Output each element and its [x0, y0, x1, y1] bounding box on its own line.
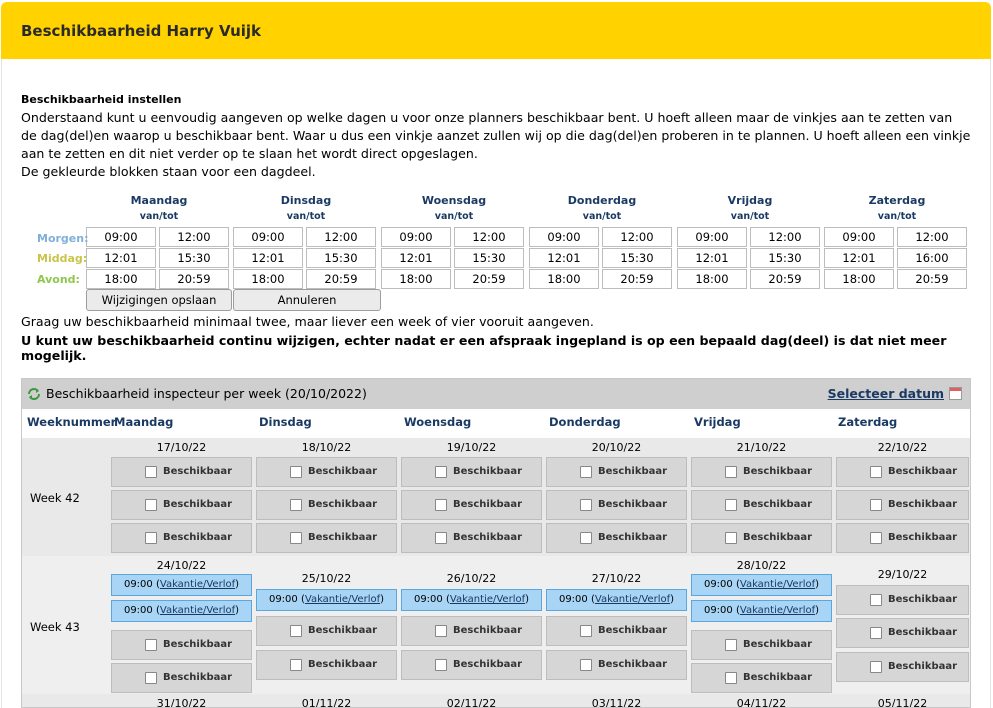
note-warning: U kunt uw beschikbaarheid continu wijzigen, echter nadat er een afspraak ingepland is op een bepaald dag(deel) is dat niet meer mogelijk.	[21, 333, 947, 363]
availability-checkbox[interactable]	[435, 625, 447, 637]
vacation-link[interactable]: Vakantie/Verlof	[739, 605, 816, 616]
availability-slot[interactable]	[546, 490, 687, 520]
select-date-link[interactable]: Selecteer datum	[827, 386, 944, 401]
page-header	[1, 2, 991, 59]
column-header: Weeknummer	[27, 415, 117, 429]
time-to-input[interactable]: 15:30	[602, 248, 672, 268]
slot-label: Beschikbaar	[743, 466, 813, 477]
time-from-input[interactable]: 18:00	[529, 269, 599, 289]
week-label: Week 42	[30, 491, 80, 505]
availability-slot[interactable]	[836, 585, 969, 615]
slot-label: Beschikbaar	[598, 625, 668, 636]
slot-label: Beschikbaar	[743, 639, 813, 650]
slot-label: Beschikbaar	[308, 659, 378, 670]
slot-label: Beschikbaar	[163, 532, 233, 543]
availability-checkbox[interactable]	[290, 625, 302, 637]
time-from-input[interactable]: 09:00	[233, 227, 303, 247]
availability-slot[interactable]	[836, 457, 969, 487]
time-to-input[interactable]: 20:59	[159, 269, 229, 289]
availability-checkbox[interactable]	[870, 594, 882, 606]
save-button[interactable]: Wijzigingen opslaan	[86, 289, 232, 311]
note-advance: Graag uw beschikbaarheid minimaal twee, maar liever een week of vier vooruit aangeven.	[21, 314, 594, 329]
time-from-input[interactable]: 12:01	[824, 248, 894, 268]
slot-label: Beschikbaar	[743, 672, 813, 683]
time-to-input[interactable]: 20:59	[602, 269, 672, 289]
availability-slot[interactable]	[111, 663, 252, 693]
vantot-label: van/tot	[434, 211, 474, 222]
vantot-label: van/tot	[877, 211, 917, 222]
availability-checkbox[interactable]	[725, 639, 737, 651]
slot-label: Beschikbaar	[888, 532, 958, 543]
date-label: 05/11/22	[877, 697, 928, 708]
time-from-input[interactable]: 12:01	[86, 248, 156, 268]
availability-slot[interactable]	[836, 523, 969, 553]
vacation-time: 09:00	[558, 594, 588, 605]
date-label: 01/11/22	[301, 697, 352, 708]
column-header: Zaterdag	[838, 415, 898, 429]
availability-slot[interactable]	[256, 523, 397, 553]
vacation-link[interactable]: Vakantie/Verlof	[159, 579, 236, 590]
week-label: Week 43	[30, 620, 80, 634]
day-header: Dinsdag	[280, 194, 332, 207]
slot-label: Beschikbaar	[453, 625, 523, 636]
vacation-block: 09:00 (Vakantie/Verlof)	[111, 574, 252, 596]
availability-slot[interactable]	[546, 523, 687, 553]
availability-checkbox[interactable]	[290, 499, 302, 511]
date-label: 18/10/22	[301, 441, 352, 454]
column-header: Vrijdag	[694, 415, 741, 429]
day-header: Woensdag	[421, 194, 487, 207]
time-to-input[interactable]: 12:00	[602, 227, 672, 247]
vacation-time: 09:00	[268, 594, 298, 605]
daypart-label: Middag:	[37, 252, 88, 265]
date-label: 02/11/22	[446, 697, 497, 708]
availability-slot[interactable]	[546, 457, 687, 487]
column-header: Donderdag	[549, 415, 621, 429]
week-availability-panel	[21, 378, 971, 708]
vacation-link[interactable]: Vakantie/Verlof	[739, 579, 816, 590]
date-label: 27/10/22	[591, 572, 642, 585]
availability-slot[interactable]	[546, 650, 687, 680]
slot-label: Beschikbaar	[598, 659, 668, 670]
date-label: 20/10/22	[591, 441, 642, 454]
day-header: Zaterdag	[868, 194, 926, 207]
availability-checkbox[interactable]	[725, 466, 737, 478]
availability-slot[interactable]	[546, 616, 687, 646]
slot-label: Beschikbaar	[888, 499, 958, 510]
time-to-input[interactable]: 16:00	[897, 248, 967, 268]
availability-slot[interactable]	[836, 618, 969, 648]
time-from-input[interactable]: 18:00	[86, 269, 156, 289]
availability-checkbox[interactable]	[435, 499, 447, 511]
slot-label: Beschikbaar	[598, 532, 668, 543]
time-to-input[interactable]: 12:00	[159, 227, 229, 247]
availability-slot[interactable]	[836, 490, 969, 520]
availability-slot[interactable]	[111, 490, 252, 520]
time-from-input[interactable]: 09:00	[86, 227, 156, 247]
intro-heading: Beschikbaarheid instellen	[21, 93, 182, 106]
daypart-label: Morgen:	[37, 232, 89, 245]
availability-checkbox[interactable]	[145, 639, 157, 651]
vacation-block: 09:00 (Vakantie/Verlof)	[691, 600, 832, 622]
slot-label: Beschikbaar	[453, 466, 523, 477]
slot-label: Beschikbaar	[888, 661, 958, 672]
date-label: 04/11/22	[736, 697, 787, 708]
date-label: 03/11/22	[591, 697, 642, 708]
availability-slot[interactable]	[111, 630, 252, 660]
day-header: Maandag	[130, 194, 188, 207]
time-from-input[interactable]: 09:00	[677, 227, 747, 247]
slot-label: Beschikbaar	[888, 594, 958, 605]
availability-checkbox[interactable]	[435, 532, 447, 544]
vacation-link[interactable]: Vakantie/Verlof	[594, 594, 671, 605]
vacation-link[interactable]: Vakantie/Verlof	[449, 594, 526, 605]
page-title: Beschikbaarheid Harry Vuijk	[21, 22, 262, 40]
slot-label: Beschikbaar	[163, 466, 233, 477]
slot-label: Beschikbaar	[308, 532, 378, 543]
time-to-input[interactable]: 12:00	[306, 227, 376, 247]
availability-slot[interactable]	[401, 457, 542, 487]
availability-checkbox[interactable]	[870, 466, 882, 478]
slot-label: Beschikbaar	[453, 532, 523, 543]
availability-slot[interactable]	[691, 523, 832, 553]
date-label: 28/10/22	[736, 559, 787, 572]
availability-checkbox[interactable]	[145, 499, 157, 511]
availability-slot[interactable]	[111, 523, 252, 553]
vantot-label: van/tot	[730, 211, 770, 222]
vacation-block: 09:00 (Vakantie/Verlof)	[546, 589, 687, 611]
availability-checkbox[interactable]	[290, 466, 302, 478]
availability-checkbox[interactable]	[725, 499, 737, 511]
slot-label: Beschikbaar	[743, 499, 813, 510]
time-to-input[interactable]: 12:00	[454, 227, 524, 247]
time-to-input[interactable]: 12:00	[897, 227, 967, 247]
vacation-time: 09:00	[123, 579, 153, 590]
vacation-time: 09:00	[703, 579, 733, 590]
time-to-input[interactable]: 20:59	[897, 269, 967, 289]
availability-checkbox[interactable]	[290, 659, 302, 671]
vacation-link[interactable]: Vakantie/Verlof	[304, 594, 381, 605]
availability-checkbox[interactable]	[435, 659, 447, 671]
vacation-time: 09:00	[413, 594, 443, 605]
time-from-input[interactable]: 18:00	[381, 269, 451, 289]
time-from-input[interactable]: 09:00	[529, 227, 599, 247]
slot-label: Beschikbaar	[308, 466, 378, 477]
availability-checkbox[interactable]	[870, 532, 882, 544]
availability-slot[interactable]	[691, 663, 832, 693]
date-label: 22/10/22	[877, 441, 928, 454]
date-label: 21/10/22	[736, 441, 787, 454]
day-header: Donderdag	[567, 194, 637, 207]
date-label: 24/10/22	[156, 559, 207, 572]
column-header: Maandag	[114, 415, 174, 429]
availability-slot[interactable]	[401, 523, 542, 553]
availability-checkbox[interactable]	[290, 532, 302, 544]
daypart-label: Avond:	[37, 273, 80, 286]
cancel-button[interactable]: Annuleren	[233, 289, 381, 311]
availability-checkbox[interactable]	[580, 499, 592, 511]
time-to-input[interactable]: 12:00	[750, 227, 820, 247]
slot-label: Beschikbaar	[308, 625, 378, 636]
availability-checkbox[interactable]	[145, 532, 157, 544]
slot-label: Beschikbaar	[453, 499, 523, 510]
vacation-block: 09:00 (Vakantie/Verlof)	[111, 600, 252, 622]
vacation-time: 09:00	[703, 605, 733, 616]
availability-checkbox[interactable]	[435, 466, 447, 478]
availability-slot[interactable]	[691, 457, 832, 487]
time-to-input[interactable]: 20:59	[306, 269, 376, 289]
calendar-icon[interactable]	[949, 387, 962, 400]
date-label: 26/10/22	[446, 572, 497, 585]
intro-text	[21, 93, 971, 181]
availability-slot[interactable]	[256, 457, 397, 487]
time-from-input[interactable]: 12:01	[381, 248, 451, 268]
vantot-label: van/tot	[582, 211, 622, 222]
vacation-block: 09:00 (Vakantie/Verlof)	[401, 589, 542, 611]
time-from-input[interactable]: 12:01	[233, 248, 303, 268]
slot-label: Beschikbaar	[308, 499, 378, 510]
time-to-input[interactable]: 15:30	[159, 248, 229, 268]
date-label: 19/10/22	[446, 441, 497, 454]
refresh-icon[interactable]	[27, 387, 41, 401]
slot-label: Beschikbaar	[598, 466, 668, 477]
availability-slot[interactable]	[401, 616, 542, 646]
availability-checkbox[interactable]	[580, 532, 592, 544]
availability-slot[interactable]	[836, 652, 969, 682]
availability-checkbox[interactable]	[870, 627, 882, 639]
availability-checkbox[interactable]	[145, 672, 157, 684]
availability-slot[interactable]	[256, 650, 397, 680]
time-from-input[interactable]: 18:00	[824, 269, 894, 289]
slot-label: Beschikbaar	[163, 499, 233, 510]
time-to-input[interactable]: 15:30	[454, 248, 524, 268]
vantot-label: van/tot	[139, 211, 179, 222]
availability-slot[interactable]	[401, 490, 542, 520]
date-label: 29/10/22	[877, 568, 928, 581]
vacation-link[interactable]: Vakantie/Verlof	[159, 605, 236, 616]
time-to-input[interactable]: 20:59	[454, 269, 524, 289]
slot-label: Beschikbaar	[453, 659, 523, 670]
availability-slot[interactable]	[691, 490, 832, 520]
slot-label: Beschikbaar	[888, 627, 958, 638]
availability-checkbox[interactable]	[580, 625, 592, 637]
time-from-input[interactable]: 12:01	[529, 248, 599, 268]
column-header: Dinsdag	[259, 415, 312, 429]
availability-slot[interactable]	[111, 457, 252, 487]
column-header: Woensdag	[404, 415, 472, 429]
availability-checkbox[interactable]	[580, 659, 592, 671]
time-from-input[interactable]: 09:00	[824, 227, 894, 247]
availability-checkbox[interactable]	[725, 672, 737, 684]
time-from-input[interactable]: 12:01	[677, 248, 747, 268]
time-to-input[interactable]: 20:59	[750, 269, 820, 289]
slot-label: Beschikbaar	[598, 499, 668, 510]
availability-slot[interactable]	[256, 490, 397, 520]
availability-checkbox[interactable]	[725, 532, 737, 544]
slot-label: Beschikbaar	[163, 639, 233, 650]
time-to-input[interactable]: 15:30	[750, 248, 820, 268]
vacation-block: 09:00 (Vakantie/Verlof)	[691, 574, 832, 596]
panel-title: Beschikbaarheid inspecteur per week (20/10/2022)	[46, 386, 367, 401]
availability-checkbox[interactable]	[145, 466, 157, 478]
vacation-block: 09:00 (Vakantie/Verlof)	[256, 589, 397, 611]
vantot-label: van/tot	[286, 211, 326, 222]
availability-checkbox[interactable]	[870, 661, 882, 673]
vacation-time: 09:00	[123, 605, 153, 616]
slot-label: Beschikbaar	[743, 532, 813, 543]
date-label: 25/10/22	[301, 572, 352, 585]
day-header: Vrijdag	[727, 194, 773, 207]
intro-paragraph: Onderstaand kunt u eenvoudig aangeven op welke dagen u voor onze planners beschikbaar bent. U hoeft alleen maar de vinkjes aan te zetten van de dag(del)en waarop u beschikbaar bent. Waar u dus een vinkje aanzet zullen wij op die dag(del)en proberen in te plannen. U hoeft alleen een vinkje aan te zetten en dit niet verder op te slaan het wordt direct opgeslagen.	[21, 110, 971, 161]
availability-checkbox[interactable]	[580, 466, 592, 478]
slot-label: Beschikbaar	[163, 672, 233, 683]
intro-paragraph-2: De gekleurde blokken staan voor een dagdeel.	[21, 164, 316, 179]
panel-header	[22, 379, 970, 409]
availability-slot[interactable]	[401, 650, 542, 680]
availability-checkbox[interactable]	[870, 499, 882, 511]
slot-label: Beschikbaar	[888, 466, 958, 477]
time-to-input[interactable]: 15:30	[306, 248, 376, 268]
availability-slot[interactable]	[691, 630, 832, 660]
time-from-input[interactable]: 18:00	[677, 269, 747, 289]
date-label: 31/10/22	[156, 697, 207, 708]
availability-slot[interactable]	[256, 616, 397, 646]
date-label: 17/10/22	[156, 441, 207, 454]
time-from-input[interactable]: 18:00	[233, 269, 303, 289]
time-from-input[interactable]: 09:00	[381, 227, 451, 247]
